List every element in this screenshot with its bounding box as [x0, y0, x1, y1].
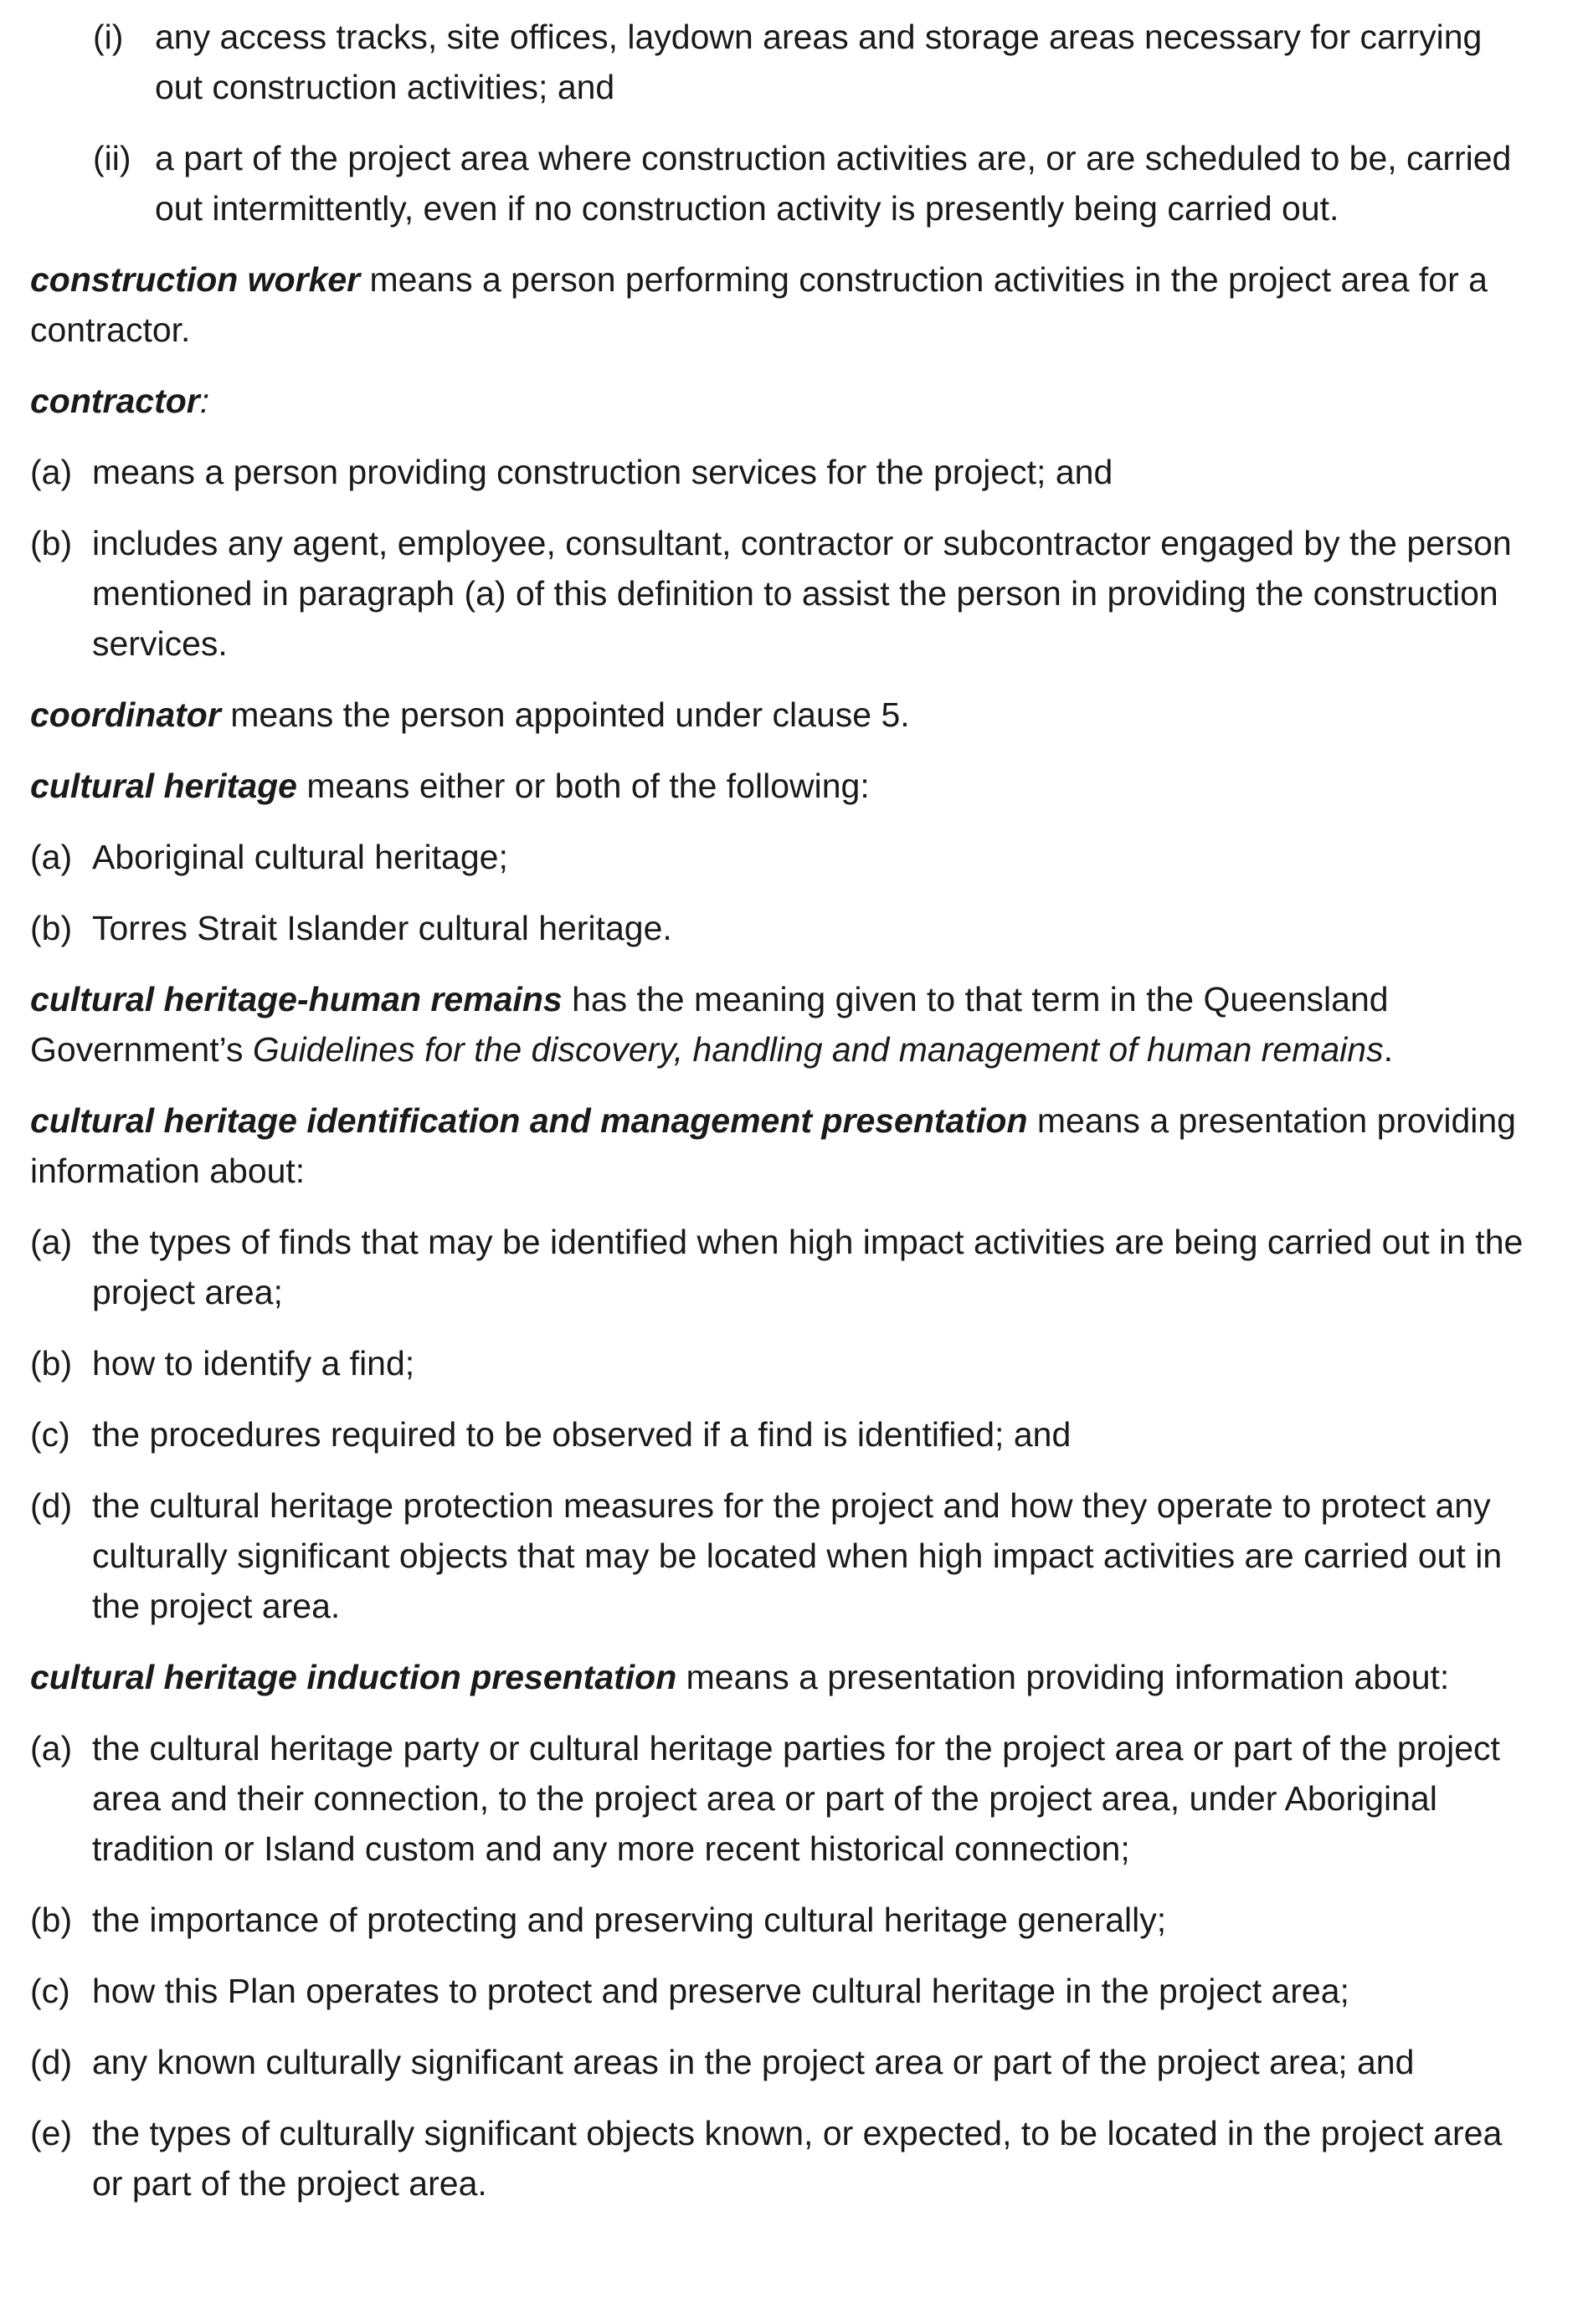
item-text: the cultural heritage party or cultural heritage parties for the project area or part of the project area and their connection, to the project area or part of the project area, under Aboriginal tradition or Island custom and any more recent historical connection;: [92, 1729, 1500, 1868]
list-item: [30, 2108, 1533, 2209]
defined-term: contractor: [30, 382, 200, 420]
item-label: (ii): [93, 139, 131, 177]
item-label: (i): [93, 18, 124, 56]
item-label: (b): [30, 524, 73, 562]
defined-term: construction worker: [30, 260, 361, 299]
item-text: the types of finds that may be identified when high impact activities are being carried out in the project area;: [92, 1223, 1524, 1311]
defined-term: cultural heritage identification and management presentation: [30, 1101, 1028, 1140]
item-text: the importance of protecting and preserving cultural heritage generally;: [92, 1901, 1167, 1939]
item-text: how this Plan operates to protect and preserve cultural heritage in the project area;: [92, 1972, 1349, 2010]
term-colon: :: [199, 382, 210, 420]
definition-identification-presentation: [30, 1095, 1533, 1196]
list-item: [30, 12, 1533, 112]
list-item: [30, 447, 1533, 497]
item-text: the procedures required to be observed if a find is identified; and: [92, 1415, 1072, 1454]
definition-human-remains: [30, 974, 1533, 1075]
list-item: [30, 133, 1533, 233]
item-label: (a): [30, 1729, 73, 1767]
definition-text: has the meaning given to that term in the Queensland Government’s: [30, 980, 1389, 1069]
item-label: (d): [30, 2043, 73, 2081]
list-item: [30, 1409, 1533, 1460]
item-label: (e): [30, 2114, 73, 2152]
definition-contractor: [30, 376, 1533, 426]
list-item: [30, 1966, 1533, 2016]
item-text: a part of the project area where construction activities are, or are scheduled to be, carried out intermittently, even if no construction activity is presently being carried out.: [155, 139, 1512, 228]
defined-term: coordinator: [30, 695, 221, 734]
defined-term: cultural heritage: [30, 767, 297, 805]
definition-text-end: .: [1383, 1030, 1394, 1069]
list-item: [30, 903, 1533, 953]
item-label: (a): [30, 453, 73, 491]
list-item: [30, 1338, 1533, 1388]
item-label: (c): [30, 1972, 70, 2010]
item-label: (d): [30, 1486, 73, 1525]
definition-cultural-heritage: [30, 761, 1533, 811]
definition-coordinator: [30, 690, 1533, 740]
definition-text: means a presentation providing information about:: [676, 1658, 1450, 1696]
definition-induction-presentation: [30, 1652, 1533, 1702]
definition-construction-worker: [30, 254, 1533, 355]
defined-term: cultural heritage induction presentation: [30, 1658, 677, 1696]
item-text: the types of culturally significant objects known, or expected, to be located in the project area or part of the project area.: [92, 2114, 1503, 2203]
item-label: (b): [30, 1344, 73, 1383]
item-text: any known culturally significant areas in the project area or part of the project area; and: [92, 2043, 1415, 2081]
item-text: Aboriginal cultural heritage;: [92, 838, 508, 876]
item-text: any access tracks, site offices, laydown areas and storage areas necessary for carrying out construction activities; and: [155, 18, 1483, 106]
item-label: (b): [30, 909, 73, 947]
list-item: [30, 1895, 1533, 1945]
list-item: [30, 1217, 1533, 1317]
definition-text: means the person appointed under clause 5.: [220, 695, 910, 734]
defined-term: cultural heritage-human remains: [30, 980, 563, 1018]
list-item: [30, 832, 1533, 882]
list-item: [30, 518, 1533, 669]
definition-text: means a person performing construction activities in the project area for a contractor.: [30, 260, 1488, 349]
list-item: [30, 1723, 1533, 1874]
item-label: (b): [30, 1901, 73, 1939]
item-text: Torres Strait Islander cultural heritage.: [92, 909, 672, 947]
item-text: means a person providing construction services for the project; and: [92, 453, 1113, 491]
item-text: the cultural heritage protection measures for the project and how they operate to protect any culturally significant objects that may be located when high impact activities are carried out in the project area.: [92, 1486, 1503, 1625]
definition-text: means a presentation providing information about:: [30, 1101, 1516, 1190]
definition-text: means either or both of the following:: [296, 767, 870, 805]
item-text: how to identify a find;: [92, 1344, 415, 1383]
item-label: (c): [30, 1415, 70, 1454]
item-label: (a): [30, 838, 73, 876]
item-text: includes any agent, employee, consultant, contractor or subcontractor engaged by the person mentioned in paragraph (a) of this definition to assist the person in providing the construction services.: [92, 524, 1512, 663]
list-item: [30, 2037, 1533, 2087]
item-label: (a): [30, 1223, 73, 1261]
guideline-title: Guidelines for the discovery, handling and management of human remains: [252, 1030, 1384, 1069]
list-item: [30, 1480, 1533, 1631]
